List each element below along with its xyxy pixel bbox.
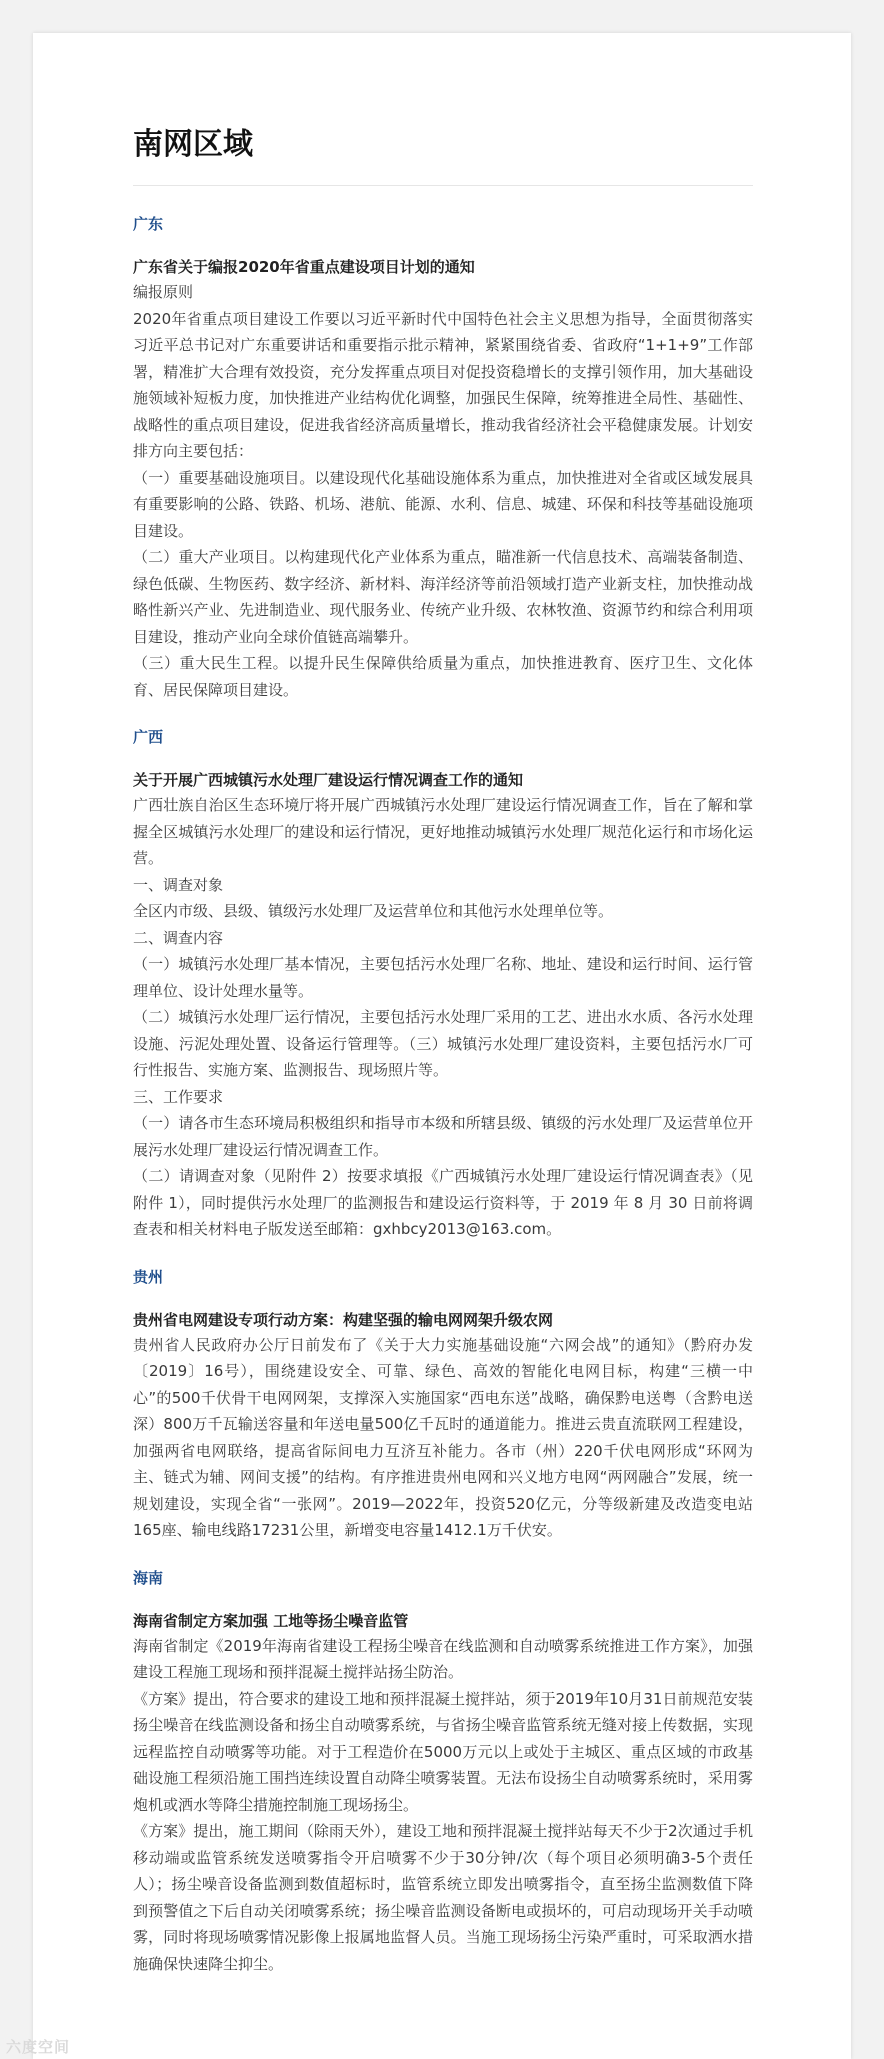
region-heading: 广东 bbox=[133, 215, 164, 233]
paragraph: 《方案》提出，施工期间（除雨天外），建设工地和预拌混凝土搅拌站每天不少于2次通过手机移动端或监管系统发送喷雾指令开启喷雾不少于30分钟/次（每个项目必须明确3-5个责任人）；扬尘噪音设备监测到数值超标时，监管系统立即发出喷雾指令，直至扬尘监测数值下降到预警值之下后自动关闭喷雾系统；扬尘噪音监测设备断电或损坏的，可启动现场开关手动喷雾，同时将现场喷雾情况影像上报属地监督人员。当施工现场扬尘污染严重时，可采取洒水措施确保快速降尘抑尘。 bbox=[133, 1822, 753, 1973]
paragraph: 贵州省人民政府办公厅日前发布了《关于大力实施基础设施“六网会战”的通知》（黔府办发〔2019〕16号），围绕建设安全、可靠、绿色、高效的智能化电网目标，构建“三横一中心”的500千伏骨干电网网架，支撑深入实施国家“西电东送”战略，确保黔电送粤（含黔电送深）800万千瓦输送容量和年送电量500亿千瓦时的通道能力。推进云贵直流联网工程建设，加强两省电网联络，提高省际间电力互济互补能力。各市（州）220千伏电网形成“环网为主、链式为辅、网间支援”的结构。有序推进贵州电网和兴义地方电网“两网融合”发展，统一规划建设，实现全省“一张网”。2019—2022年，投资520亿元，分等级新建及改造变电站165座、输电线路17231公里，新增变电容量1412.1万千伏安。 bbox=[133, 1335, 753, 1539]
paragraph: （二）重大产业项目。以构建现代化产业体系为重点，瞄准新一代信息技术、高端装备制造、绿色低碳、生物医药、数字经济、新材料、海洋经济等前沿领域打造产业新支柱，加快推动战略性新兴产业、先进制造业、现代服务业、传统产业升级、农林牧渔、资源节约和综合利用项目建设，推动产业向全球价值链高端攀升。 bbox=[133, 548, 753, 646]
article-title: 海南省制定方案加强 工地等扬尘噪音监管 bbox=[133, 1611, 409, 1630]
paragraph: （一）请各市生态环境局积极组织和指导市本级和所辖县级、镇级的污水处理厂及运营单位开展污水处理厂建设运行情况调查工作。 bbox=[133, 1114, 753, 1159]
article-title: 广东省关于编报2020年省重点建设项目计划的通知 bbox=[133, 258, 475, 276]
paragraph: 广西壮族自治区生态环境厅将开展广西城镇污水处理厂建设运行情况调查工作，旨在了解和掌握全区城镇污水处理厂的建设和运行情况，更好地推动城镇污水处理厂规范化运行和市场化运营。 bbox=[133, 796, 753, 867]
paragraph: 编报原则 bbox=[133, 283, 194, 301]
paragraph: 全区内市级、县级、镇级污水处理厂及运营单位和其他污水处理单位等。 bbox=[133, 902, 614, 920]
article-title: 贵州省电网建设专项行动方案：构建坚强的输电网网架升级农网 bbox=[133, 1310, 554, 1329]
paragraph: （一）城镇污水处理厂基本情况，主要包括污水处理厂名称、地址、建设和运行时间、运行管理单位、设计处理水量等。 bbox=[133, 955, 753, 1000]
paragraph: （二）请调查对象（见附件 2）按要求填报《广西城镇污水处理厂建设运行情况调查表》（见附件 1），同时提供污水处理厂的监测报告和建设运行资料等，于 2019 年 8 月 30 日前将调查表和相关材料电子版发送至邮箱：gxhbcy2013@163.com。 bbox=[133, 1167, 753, 1238]
paragraph: 2020年省重点项目建设工作要以习近平新时代中国特色社会主义思想为指导，全面贯彻落实习近平总书记对广东重要讲话和重要指示批示精神，紧紧围绕省委、省政府“1+1+9”工作部署，精准扩大合理有效投资，充分发挥重点项目对促投资稳增长的支撑引领作用，加大基础设施领域补短板力度，加快推进产业结构优化调整，加强民生保障，统筹推进全局性、基础性、战略性的重点项目建设，促进我省经济高质量增长，推动我省经济社会平稳健康发展。计划安排方向主要包括： bbox=[133, 309, 753, 460]
section-hainan bbox=[133, 1568, 753, 1978]
article-title: 关于开展广西城镇污水处理厂建设运行情况调查工作的通知 bbox=[133, 771, 524, 789]
title-divider bbox=[133, 185, 753, 186]
document-card bbox=[33, 33, 851, 2059]
section-guizhou bbox=[133, 1267, 753, 1544]
paragraph: 海南省制定《2019年海南省建设工程扬尘噪音在线监测和自动喷雾系统推进工作方案》，加强建设工程施工现场和预拌混凝土搅拌站扬尘防治。 bbox=[133, 1636, 753, 1681]
paragraph: 三、工作要求 bbox=[133, 1087, 224, 1106]
paragraph: （二）城镇污水处理厂运行情况，主要包括污水处理厂采用的工艺、进出水水质、各污水处理设施、污泥处理处置、设备运行管理等。（三）城镇污水处理厂建设资料，主要包括污水厂可行性报告、实施方案、监测报告、现场照片等。 bbox=[133, 1008, 753, 1079]
region-heading: 广西 bbox=[133, 728, 164, 746]
page-title: 南网区域 bbox=[133, 127, 253, 162]
paragraph: （三）重大民生工程。以提升民生保障供给质量为重点，加快推进教育、医疗卫生、文化体育、居民保障项目建设。 bbox=[133, 654, 753, 699]
paragraph: （一）重要基础设施项目。以建设现代化基础设施体系为重点，加快推进对全省或区域发展具有重要影响的公路、铁路、机场、港航、能源、水利、信息、城建、环保和科技等基础设施项目建设。 bbox=[133, 468, 753, 540]
section-guangxi bbox=[133, 727, 753, 1243]
paragraph: 二、调查内容 bbox=[133, 928, 224, 947]
paragraph: 《方案》提出，符合要求的建设工地和预拌混凝土搅拌站，须于2019年10月31日前规范安装扬尘噪音在线监测设备和扬尘自动喷雾系统，与省扬尘噪音监管系统无缝对接上传数据，实现远程监控自动喷雾等功能。对于工程造价在5000万元以上或处于主城区、重点区域的市政基础设施工程须沿施工围挡连续设置自动降尘喷雾装置。无法布设扬尘自动喷雾系统时，采用雾炮机或洒水等降尘措施控制施工现场扬尘。 bbox=[133, 1689, 753, 1814]
paragraph: 一、调查对象 bbox=[133, 875, 224, 894]
section-guangdong bbox=[133, 214, 753, 703]
region-heading: 海南 bbox=[133, 1568, 164, 1587]
watermark: 六度空间 bbox=[6, 2038, 71, 2056]
region-heading: 贵州 bbox=[133, 1267, 164, 1286]
